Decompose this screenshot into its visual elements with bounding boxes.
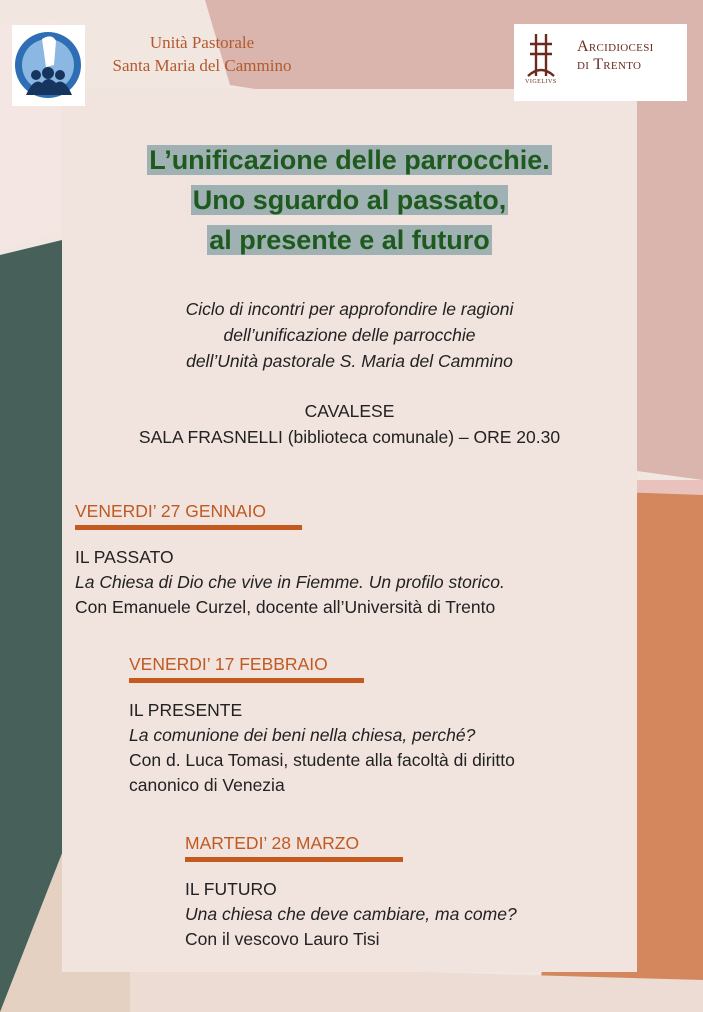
intro-line1: Ciclo di incontri per approfondire le ragioni [185, 299, 514, 319]
event-speaker-cont: canonico di Venezia [129, 775, 285, 795]
event-speaker: Con il vescovo Lauro Tisi [185, 929, 380, 949]
title-line3: al presente e al futuro [209, 225, 490, 255]
location-town: CAVALESE [304, 401, 395, 421]
event-date: VENERDI’ 27 GENNAIO [75, 501, 266, 521]
title-line1: L’unificazione delle parrocchie. [149, 145, 550, 175]
event-1 [75, 500, 505, 620]
event-date: VENERDI’ 17 FEBBRAIO [129, 654, 328, 674]
date-underline [75, 525, 302, 530]
date-underline [185, 857, 403, 862]
intro-text [62, 296, 637, 374]
event-2 [129, 653, 515, 798]
page-title [62, 140, 637, 260]
event-theme: IL PRESENTE [129, 700, 243, 720]
diocese-name [577, 38, 654, 74]
event-date: MARTEDI’ 28 MARZO [185, 833, 360, 853]
diocese-emblem-icon [514, 24, 574, 101]
event-theme: IL FUTURO [185, 879, 277, 899]
parish-logo [12, 25, 85, 106]
parish-logo-icon [12, 25, 85, 106]
event-subtitle: Una chiesa che deve cambiare, ma come? [185, 904, 517, 924]
date-underline [129, 678, 364, 683]
event-subtitle: La Chiesa di Dio che vive in Fiemme. Un profilo storico. [75, 572, 505, 592]
parish-line1: Unità Pastorale [149, 33, 255, 52]
location [62, 398, 637, 450]
diocese-line1: Arcidiocesi [577, 38, 654, 55]
parish-name [84, 31, 320, 77]
location-venue: SALA FRASNELLI (biblioteca comunale) – ORE 20.30 [138, 427, 561, 447]
title-line2: Uno sguardo al passato, [192, 185, 507, 215]
diocese-line2: di Trento [577, 56, 642, 73]
event-speaker: Con d. Luca Tomasi, studente alla facoltà di diritto [129, 750, 515, 770]
parish-line2: Santa Maria del Cammino [112, 56, 292, 75]
diocese-motto: VIGELIVS [525, 79, 557, 85]
event-theme: IL PASSATO [75, 547, 174, 567]
intro-line3: dell’Unità pastorale S. Maria del Cammino [186, 351, 513, 371]
event-subtitle: La comunione dei beni nella chiesa, perché? [129, 725, 476, 745]
event-3 [185, 832, 517, 952]
event-speaker: Con Emanuele Curzel, docente all’Università di Trento [75, 597, 496, 617]
intro-line2: dell’unificazione delle parrocchie [223, 325, 476, 345]
